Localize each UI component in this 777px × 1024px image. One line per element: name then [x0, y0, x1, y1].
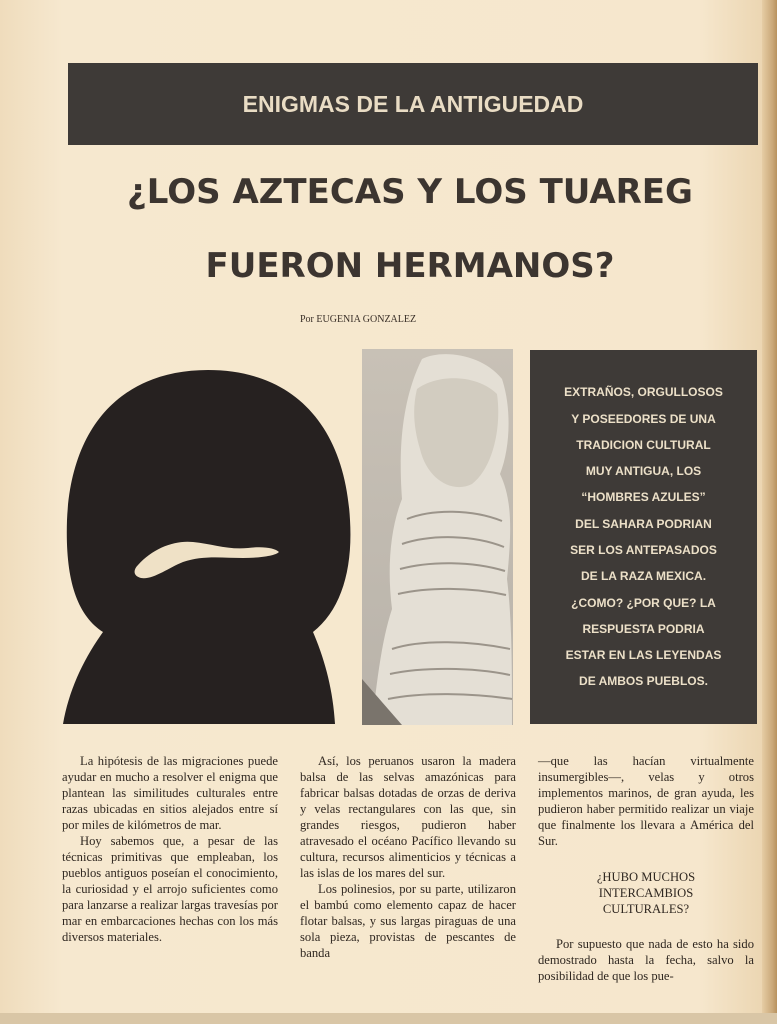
- paragraph: —que las hacían virtualmente insumergibles—, velas y otros implementos marinos, de gran ayuda, les pudieron haber permitido realizar un viaje que finalmente los llevara a América del Sur.: [538, 754, 754, 848]
- hooded-figure-image: [63, 370, 353, 724]
- subheading-line: INTERCAMBIOS: [598, 886, 694, 900]
- subheading: [538, 869, 754, 917]
- pullquote-line: EXTRAÑOS, ORGULLOSOS: [564, 385, 723, 400]
- pullquote-line: DE AMBOS PUEBLOS.: [579, 674, 708, 689]
- body-column-1: [62, 753, 278, 945]
- statue-drawing: [362, 349, 513, 725]
- pullquote-line: ESTAR EN LAS LEYENDAS: [565, 648, 722, 663]
- stone-statue-image: [362, 349, 513, 725]
- byline: [300, 314, 500, 325]
- pullquote-box: [530, 350, 757, 724]
- pullquote-line: ¿COMO? ¿POR QUE? LA: [571, 595, 716, 610]
- headline-line-1: ¿LOS AZTECAS Y LOS TUAREG: [127, 172, 693, 212]
- paragraph: Por supuesto que nada de esto ha sido demostrado hasta la fecha, salvo la posibilidad de que los pue-: [538, 937, 754, 983]
- paragraph: La hipótesis de las migraciones puede ayudar en mucho a resolver el enigma que plantean las similitudes culturales entre razas ubicadas en sitios alejados entre sí por miles de kilómetros de mar.: [62, 754, 278, 832]
- pullquote-line: MUY ANTIGUA, LOS: [585, 464, 702, 479]
- pullquote-line: RESPUESTA PODRIA: [582, 621, 705, 636]
- page-bottom-edge: [0, 1013, 777, 1024]
- page-fold-edge: [762, 0, 777, 1024]
- body-column-3: [538, 753, 754, 984]
- byline-text: Por EUGENIA GONZALEZ: [300, 314, 417, 325]
- pullquote-line: SER LOS ANTEPASADOS: [570, 543, 717, 557]
- subheading-line: CULTURALES?: [602, 902, 690, 916]
- pullquote-line: DEL SAHARA PODRIAN: [575, 516, 712, 531]
- body-column-2: [300, 753, 516, 961]
- paragraph: Hoy sabemos que, a pesar de las técnicas primitivas que empleaban, los pueblos antiguos poseían el conocimiento, la curiosidad y el arrojo suficientes como para lanzarse a realizar largas travesías por mar en embarcaciones hechas con los más diversos materiales.: [62, 834, 278, 944]
- paragraph: Los polinesios, por su parte, utilizaron el bambú como elemento capaz de hacer flotar balsas, y sus largas piraguas de una sola pieza, provistas de pescantes de banda: [300, 882, 516, 960]
- paragraph: Así, los peruanos usaron la madera balsa de las selvas amazónicas para fabricar balsas dotadas de orzas de deriva y velas rectangulares con las que, sin grandes riesgos, pudieron haber atravesado el océano Pacífico llevando su cultura, recursos alimenticios y técnicas a las islas de los mares del sur.: [300, 754, 516, 880]
- headline-line-2: FUERON HERMANOS?: [205, 246, 615, 286]
- section-banner: [68, 63, 758, 145]
- pullquote-line: Y POSEEDORES DE UNA: [571, 411, 716, 426]
- section-banner-text: ENIGMAS DE LA ANTIGUEDAD: [242, 90, 584, 117]
- subheading-line: ¿HUBO MUCHOS: [596, 870, 696, 884]
- pullquote-line: “HOMBRES AZULES”: [581, 490, 706, 505]
- pullquote-line: TRADICION CULTURAL: [576, 437, 711, 452]
- pullquote-line: DE LA RAZA MEXICA.: [580, 569, 707, 584]
